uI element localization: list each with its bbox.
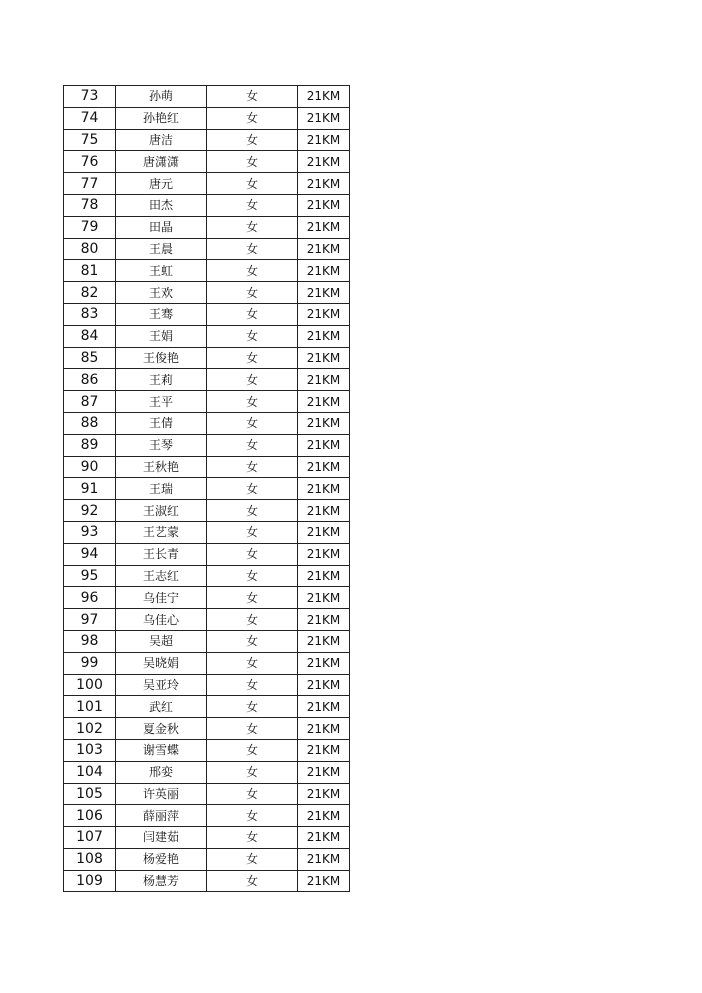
participant-gender: 女 [207, 369, 298, 391]
row-number: 88 [64, 412, 116, 434]
participant-name: 王长青 [116, 543, 207, 565]
table-row [64, 587, 350, 609]
participant-gender: 女 [207, 86, 298, 108]
row-number: 80 [64, 238, 116, 260]
race-distance: 21KM [298, 521, 350, 543]
participant-name: 杨爱艳 [116, 848, 207, 870]
participant-name: 王俊艳 [116, 347, 207, 369]
row-number: 96 [64, 587, 116, 609]
participant-name: 王骞 [116, 303, 207, 325]
participant-name: 乌佳心 [116, 609, 207, 631]
table-row [64, 238, 350, 260]
race-distance: 21KM [298, 805, 350, 827]
participant-gender: 女 [207, 521, 298, 543]
race-distance: 21KM [298, 303, 350, 325]
row-number: 105 [64, 783, 116, 805]
participant-gender: 女 [207, 434, 298, 456]
participant-name: 王莉 [116, 369, 207, 391]
race-distance: 21KM [298, 173, 350, 195]
participant-gender: 女 [207, 630, 298, 652]
participant-gender: 女 [207, 674, 298, 696]
race-distance: 21KM [298, 456, 350, 478]
participant-name: 王淑红 [116, 500, 207, 522]
participant-name: 邢娈 [116, 761, 207, 783]
row-number: 74 [64, 107, 116, 129]
participant-gender: 女 [207, 456, 298, 478]
table-row [64, 630, 350, 652]
table-row [64, 173, 350, 195]
race-distance: 21KM [298, 848, 350, 870]
participant-gender: 女 [207, 500, 298, 522]
row-number: 77 [64, 173, 116, 195]
participant-name: 王秋艳 [116, 456, 207, 478]
participant-gender: 女 [207, 391, 298, 413]
row-number: 104 [64, 761, 116, 783]
participant-gender: 女 [207, 739, 298, 761]
row-number: 90 [64, 456, 116, 478]
row-number: 103 [64, 739, 116, 761]
participant-gender: 女 [207, 412, 298, 434]
row-number: 95 [64, 565, 116, 587]
participant-name: 王志红 [116, 565, 207, 587]
participant-name: 夏金秋 [116, 718, 207, 740]
row-number: 87 [64, 391, 116, 413]
race-distance: 21KM [298, 129, 350, 151]
participant-gender: 女 [207, 848, 298, 870]
participant-name: 武红 [116, 696, 207, 718]
participant-name: 王晨 [116, 238, 207, 260]
race-distance: 21KM [298, 412, 350, 434]
table-row [64, 369, 350, 391]
table-row [64, 739, 350, 761]
participant-name: 吴晓娟 [116, 652, 207, 674]
participant-name: 唐潇潇 [116, 151, 207, 173]
table-row [64, 521, 350, 543]
row-number: 79 [64, 216, 116, 238]
participant-name: 许英丽 [116, 783, 207, 805]
participant-name: 王平 [116, 391, 207, 413]
table-row [64, 282, 350, 304]
row-number: 102 [64, 718, 116, 740]
table-row [64, 347, 350, 369]
race-distance: 21KM [298, 478, 350, 500]
row-number: 91 [64, 478, 116, 500]
row-number: 97 [64, 609, 116, 631]
participant-name: 田杰 [116, 194, 207, 216]
row-number: 82 [64, 282, 116, 304]
race-distance: 21KM [298, 391, 350, 413]
row-number: 99 [64, 652, 116, 674]
participant-gender: 女 [207, 870, 298, 892]
row-number: 92 [64, 500, 116, 522]
race-distance: 21KM [298, 783, 350, 805]
participant-gender: 女 [207, 129, 298, 151]
race-distance: 21KM [298, 718, 350, 740]
participant-name: 杨慧芳 [116, 870, 207, 892]
table-row [64, 827, 350, 849]
table-row [64, 391, 350, 413]
table-row [64, 434, 350, 456]
row-number: 84 [64, 325, 116, 347]
table-row [64, 194, 350, 216]
participant-gender: 女 [207, 565, 298, 587]
participant-gender: 女 [207, 478, 298, 500]
participant-gender: 女 [207, 282, 298, 304]
participant-gender: 女 [207, 652, 298, 674]
participant-gender: 女 [207, 805, 298, 827]
race-distance: 21KM [298, 500, 350, 522]
table-row [64, 696, 350, 718]
race-distance: 21KM [298, 870, 350, 892]
participant-name: 孙艳红 [116, 107, 207, 129]
participant-gender: 女 [207, 587, 298, 609]
row-number: 94 [64, 543, 116, 565]
race-distance: 21KM [298, 674, 350, 696]
row-number: 83 [64, 303, 116, 325]
race-distance: 21KM [298, 86, 350, 108]
table-row [64, 260, 350, 282]
participant-name: 薛丽萍 [116, 805, 207, 827]
table-row [64, 718, 350, 740]
race-distance: 21KM [298, 609, 350, 631]
table-row [64, 674, 350, 696]
race-distance: 21KM [298, 565, 350, 587]
race-distance: 21KM [298, 630, 350, 652]
table-row [64, 783, 350, 805]
table-row [64, 303, 350, 325]
table-row [64, 761, 350, 783]
participant-gender: 女 [207, 718, 298, 740]
table-row [64, 543, 350, 565]
race-distance: 21KM [298, 587, 350, 609]
participant-table-body [64, 86, 350, 892]
participant-name: 王瑞 [116, 478, 207, 500]
table-row [64, 805, 350, 827]
race-distance: 21KM [298, 739, 350, 761]
row-number: 109 [64, 870, 116, 892]
race-distance: 21KM [298, 347, 350, 369]
participant-name: 孙萌 [116, 86, 207, 108]
race-distance: 21KM [298, 696, 350, 718]
participant-gender: 女 [207, 194, 298, 216]
participant-name: 王艺蒙 [116, 521, 207, 543]
participant-name: 田晶 [116, 216, 207, 238]
participant-name: 乌佳宁 [116, 587, 207, 609]
table-row [64, 478, 350, 500]
participant-gender: 女 [207, 238, 298, 260]
table-row [64, 129, 350, 151]
table-row [64, 565, 350, 587]
participant-gender: 女 [207, 543, 298, 565]
row-number: 101 [64, 696, 116, 718]
table-row [64, 500, 350, 522]
table-row [64, 216, 350, 238]
row-number: 75 [64, 129, 116, 151]
participant-table [63, 85, 350, 892]
race-distance: 21KM [298, 761, 350, 783]
row-number: 89 [64, 434, 116, 456]
table-row [64, 107, 350, 129]
participant-gender: 女 [207, 696, 298, 718]
table-row [64, 412, 350, 434]
row-number: 76 [64, 151, 116, 173]
table-row [64, 609, 350, 631]
race-distance: 21KM [298, 194, 350, 216]
row-number: 86 [64, 369, 116, 391]
participant-gender: 女 [207, 325, 298, 347]
race-distance: 21KM [298, 543, 350, 565]
participant-gender: 女 [207, 216, 298, 238]
table-row [64, 456, 350, 478]
race-distance: 21KM [298, 369, 350, 391]
participant-gender: 女 [207, 761, 298, 783]
participant-gender: 女 [207, 609, 298, 631]
participant-gender: 女 [207, 827, 298, 849]
participant-name: 闫建茹 [116, 827, 207, 849]
participant-name: 唐元 [116, 173, 207, 195]
table-row [64, 151, 350, 173]
row-number: 108 [64, 848, 116, 870]
participant-name: 王虹 [116, 260, 207, 282]
participant-name: 王欢 [116, 282, 207, 304]
row-number: 98 [64, 630, 116, 652]
participant-gender: 女 [207, 173, 298, 195]
participant-name: 王倩 [116, 412, 207, 434]
participant-name: 王琴 [116, 434, 207, 456]
race-distance: 21KM [298, 434, 350, 456]
row-number: 78 [64, 194, 116, 216]
participant-name: 吴亚玲 [116, 674, 207, 696]
race-distance: 21KM [298, 151, 350, 173]
table-row [64, 848, 350, 870]
participant-gender: 女 [207, 260, 298, 282]
row-number: 73 [64, 86, 116, 108]
participant-name: 唐洁 [116, 129, 207, 151]
table-row [64, 652, 350, 674]
row-number: 85 [64, 347, 116, 369]
participant-gender: 女 [207, 303, 298, 325]
table-row [64, 86, 350, 108]
race-distance: 21KM [298, 238, 350, 260]
participant-gender: 女 [207, 783, 298, 805]
row-number: 100 [64, 674, 116, 696]
participant-gender: 女 [207, 347, 298, 369]
row-number: 81 [64, 260, 116, 282]
participant-name: 谢雪蝶 [116, 739, 207, 761]
row-number: 106 [64, 805, 116, 827]
participant-name: 王娟 [116, 325, 207, 347]
participant-gender: 女 [207, 151, 298, 173]
race-distance: 21KM [298, 827, 350, 849]
participant-name: 吴超 [116, 630, 207, 652]
race-distance: 21KM [298, 107, 350, 129]
race-distance: 21KM [298, 282, 350, 304]
race-distance: 21KM [298, 260, 350, 282]
race-distance: 21KM [298, 325, 350, 347]
row-number: 93 [64, 521, 116, 543]
race-distance: 21KM [298, 216, 350, 238]
row-number: 107 [64, 827, 116, 849]
table-row [64, 870, 350, 892]
race-distance: 21KM [298, 652, 350, 674]
table-row [64, 325, 350, 347]
participant-gender: 女 [207, 107, 298, 129]
